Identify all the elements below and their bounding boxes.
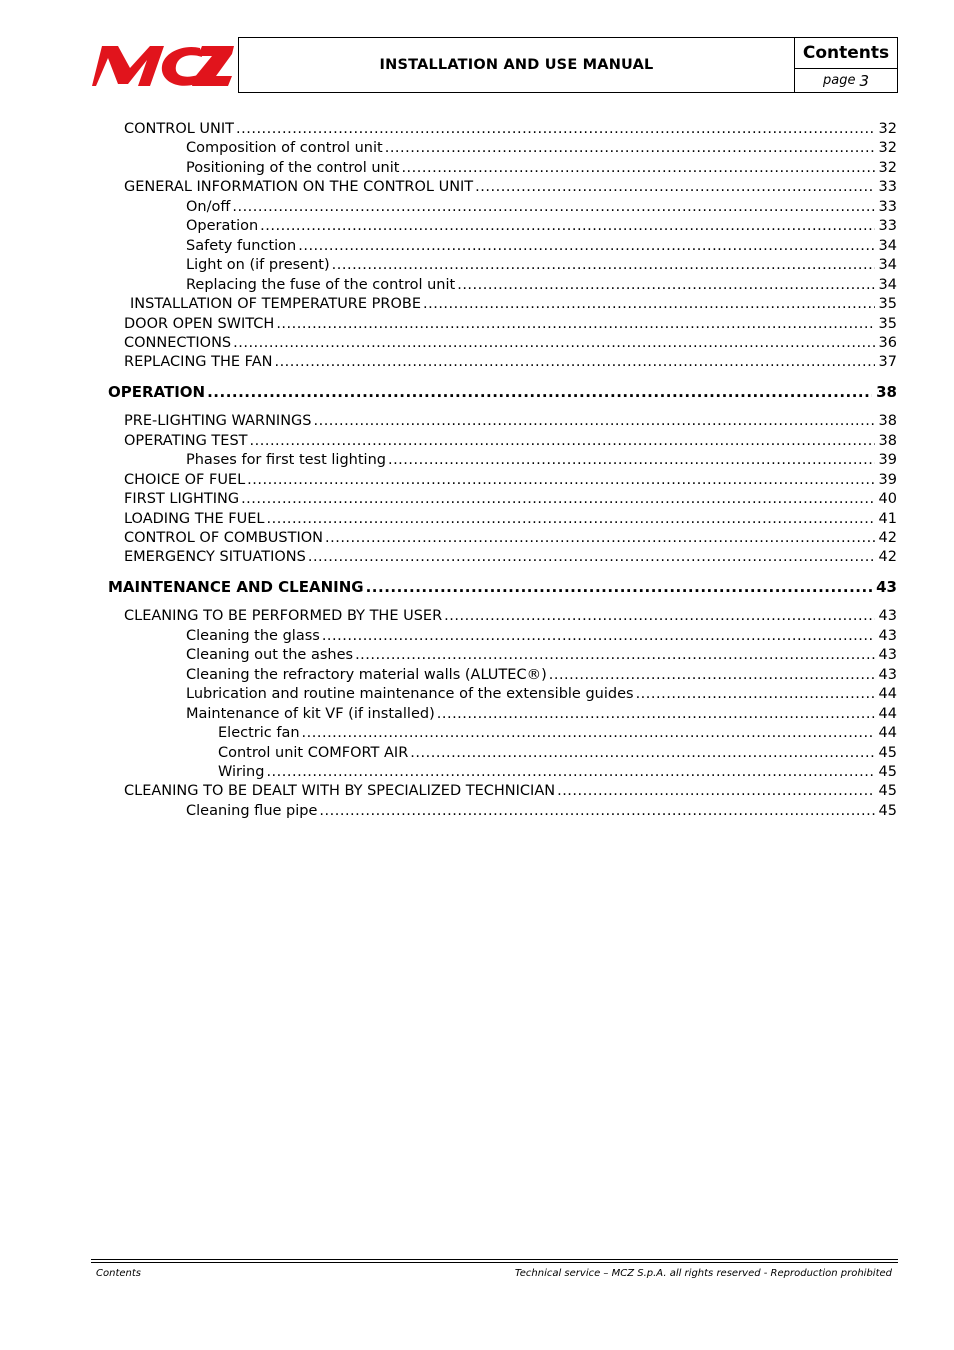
toc-entry-title: CONNECTIONS — [124, 334, 232, 351]
toc-entry-page: 43 — [878, 647, 897, 664]
toc-entry-page: 42 — [878, 530, 897, 546]
toc-entry-page: 43 — [878, 627, 897, 644]
toc-entry-title: DOOR OPEN SWITCH — [124, 315, 275, 332]
toc-leader-dots — [457, 276, 874, 294]
toc-entry-page: 43 — [878, 608, 897, 625]
toc-entry[interactable] — [124, 118, 897, 138]
toc-leader-dots — [266, 763, 874, 781]
toc-leader-dots — [241, 490, 874, 508]
toc-entry[interactable] — [124, 546, 897, 566]
toc-entry-title: FIRST LIGHTING — [124, 491, 240, 508]
toc-entry-title: Lubrication and routine maintenance of the extensible guides — [186, 686, 634, 703]
toc-leader-dots — [267, 510, 875, 528]
page-label: page — [822, 73, 856, 88]
toc-entry[interactable] — [124, 430, 897, 450]
toc-entry-page: 41 — [878, 510, 897, 527]
toc-entry-title: Cleaning the refractory material walls (ALUTEC®) — [186, 666, 547, 683]
toc-leader-dots — [298, 237, 874, 255]
toc-entry-page: 34 — [878, 237, 897, 254]
toc-leader-dots — [557, 782, 874, 800]
toc-entry[interactable] — [124, 527, 897, 547]
toc-chapter[interactable] — [108, 381, 897, 401]
toc-entry-title: CONTROL OF COMBUSTION — [124, 530, 323, 546]
footer-copyright: Technical service – MCZ S.p.A. all rights reserved - Reproduction prohibited — [514, 1268, 892, 1279]
toc-entry[interactable] — [124, 508, 897, 528]
toc-leader-dots — [313, 412, 874, 430]
toc-entry-title: OPERATING TEST — [124, 432, 248, 449]
toc-entry[interactable] — [124, 176, 897, 196]
toc-entry[interactable] — [124, 313, 897, 333]
toc-entry-title: OPERATION — [108, 382, 206, 401]
toc-entry-page: 45 — [878, 802, 897, 819]
toc-entry-title: MAINTENANCE AND CLEANING — [108, 577, 364, 596]
toc-leader-dots — [475, 178, 874, 196]
toc-entry-page: 45 — [878, 744, 897, 761]
toc-entry[interactable] — [124, 780, 897, 800]
toc-entry[interactable] — [186, 235, 897, 255]
toc-leader-dots — [388, 451, 875, 469]
toc-leader-dots — [308, 548, 875, 566]
toc-entry-title: Operation — [186, 218, 259, 235]
toc-entry-page: 34 — [878, 276, 897, 293]
toc-entry[interactable] — [124, 332, 897, 352]
toc-entry-page: 45 — [878, 783, 897, 800]
toc-leader-dots — [385, 139, 875, 157]
toc-leader-dots — [247, 471, 874, 489]
toc-entry-title: Control unit COMFORT AIR — [218, 744, 409, 761]
manual-title: INSTALLATION AND USE MANUAL — [238, 37, 795, 93]
toc-entry-title: On/off — [186, 198, 231, 215]
section-name: Contents — [795, 37, 898, 69]
toc-leader-dots — [401, 159, 874, 177]
toc-entry-title: Cleaning out the ashes — [186, 647, 354, 664]
toc-entry[interactable] — [186, 664, 897, 684]
toc-entry-page: 38 — [878, 413, 897, 430]
toc-entry-page: 43 — [878, 666, 897, 683]
toc-entry[interactable] — [124, 469, 897, 489]
toc-leader-dots — [366, 578, 873, 596]
toc-entry-page: 35 — [878, 315, 897, 332]
footer-section: Contents — [96, 1268, 141, 1279]
toc-leader-dots — [332, 256, 875, 274]
toc-entry-page: 42 — [878, 549, 897, 566]
toc-entry[interactable] — [186, 703, 897, 723]
toc-entry[interactable] — [186, 683, 897, 703]
toc-leader-dots — [232, 198, 874, 216]
toc-entry-title: Safety function — [186, 237, 297, 254]
toc-entry[interactable] — [186, 644, 897, 664]
toc-leader-dots — [549, 666, 875, 684]
toc-entry-page: 44 — [878, 725, 897, 742]
toc-entry[interactable] — [186, 274, 897, 294]
toc-entry-page: 44 — [878, 686, 897, 703]
toc-entry-title: EMERGENCY SITUATIONS — [124, 549, 306, 566]
toc-leader-dots — [437, 705, 875, 723]
toc-entry-page: 39 — [878, 452, 897, 469]
toc-leader-dots — [410, 744, 874, 762]
toc-entry[interactable] — [186, 254, 897, 274]
toc-entry[interactable] — [124, 488, 897, 508]
toc-entry-title: Phases for first test lighting — [186, 452, 386, 469]
toc-entry-title: Replacing the fuse of the control unit — [186, 276, 456, 293]
toc-entry-title: CONTROL UNIT — [124, 121, 235, 137]
toc-entry-title: GENERAL INFORMATION ON THE CONTROL UNIT — [124, 179, 474, 196]
toc-entry[interactable] — [124, 410, 897, 430]
toc-entry[interactable] — [186, 449, 897, 469]
toc-chapter[interactable] — [108, 576, 897, 596]
toc-entry-title: CHOICE OF FUEL — [124, 471, 246, 488]
toc-entry-page: 33 — [878, 179, 897, 196]
toc-leader-dots — [322, 627, 875, 645]
toc-entry[interactable] — [218, 761, 897, 781]
toc-entry[interactable] — [218, 722, 897, 742]
toc-entry-page: 38 — [876, 382, 897, 401]
toc-entry-page: 38 — [878, 432, 897, 449]
toc-entry-page: 45 — [878, 763, 897, 780]
toc-entry-page: 43 — [876, 577, 897, 596]
mcz-logo — [92, 44, 234, 88]
toc-entry-title: CLEANING TO BE PERFORMED BY THE USER — [124, 608, 443, 625]
toc-leader-dots — [444, 607, 874, 625]
toc-entry-page: 33 — [878, 218, 897, 235]
toc-entry-title: INSTALLATION OF TEMPERATURE PROBE — [130, 296, 421, 313]
toc-entry-title: Positioning of the control unit — [186, 159, 400, 176]
toc-entry[interactable] — [186, 800, 897, 820]
toc-leader-dots — [207, 383, 872, 401]
toc-entry[interactable] — [186, 137, 897, 157]
toc-entry-title: Maintenance of kit VF (if installed) — [186, 705, 435, 722]
toc-entry[interactable] — [186, 196, 897, 216]
toc-leader-dots — [236, 120, 875, 138]
toc-leader-dots — [325, 529, 875, 547]
toc-leader-dots — [636, 685, 875, 703]
toc-entry-title: Light on (if present) — [186, 257, 330, 274]
toc-leader-dots — [302, 724, 875, 742]
toc-entry-page: 32 — [878, 140, 897, 157]
toc-entry-page: 33 — [878, 198, 897, 215]
toc-leader-dots — [423, 295, 875, 313]
toc-leader-dots — [233, 334, 874, 352]
toc-entry-page: 44 — [878, 705, 897, 722]
toc-entry[interactable] — [186, 625, 897, 645]
footer-rule — [91, 1259, 898, 1260]
toc-entry-page: 35 — [878, 296, 897, 313]
toc-entry-title: CLEANING TO BE DEALT WITH BY SPECIALIZED TECHNICIAN — [124, 783, 556, 800]
toc-entry-title: PRE-LIGHTING WARNINGS — [124, 413, 312, 430]
toc-entry-title: LOADING THE FUEL — [124, 510, 265, 527]
footer-rule-secondary — [91, 1262, 898, 1263]
toc-entry-title: Composition of control unit — [186, 140, 383, 157]
toc-entry-page: 37 — [878, 354, 897, 371]
toc-entry[interactable] — [124, 605, 897, 625]
toc-leader-dots — [260, 217, 874, 235]
toc-entry[interactable] — [124, 351, 897, 371]
toc-leader-dots — [319, 802, 874, 820]
toc-entry-page: 32 — [878, 121, 897, 137]
toc-leader-dots — [355, 646, 874, 664]
toc-entry-page: 32 — [878, 159, 897, 176]
toc-entry-title: Cleaning flue pipe — [186, 802, 318, 819]
toc-entry-page: 36 — [878, 334, 897, 351]
toc-entry[interactable] — [186, 215, 897, 235]
toc-entry[interactable] — [218, 742, 897, 762]
toc-entry-title: REPLACING THE FAN — [124, 354, 273, 371]
toc-entry-title: Wiring — [218, 763, 265, 780]
toc-entry-page: 40 — [878, 491, 897, 508]
toc-entry[interactable] — [130, 293, 897, 313]
toc-leader-dots — [276, 315, 874, 333]
page-number: 3 — [859, 71, 869, 90]
toc-leader-dots — [274, 353, 874, 371]
toc-entry-title: Electric fan — [218, 725, 300, 742]
page-indicator — [795, 69, 898, 93]
toc-entry-page: 34 — [878, 257, 897, 274]
toc-entry-title: Cleaning the glass — [186, 627, 320, 644]
toc-entry-page: 39 — [878, 471, 897, 488]
toc-entry[interactable] — [186, 157, 897, 177]
toc-leader-dots — [250, 432, 875, 450]
